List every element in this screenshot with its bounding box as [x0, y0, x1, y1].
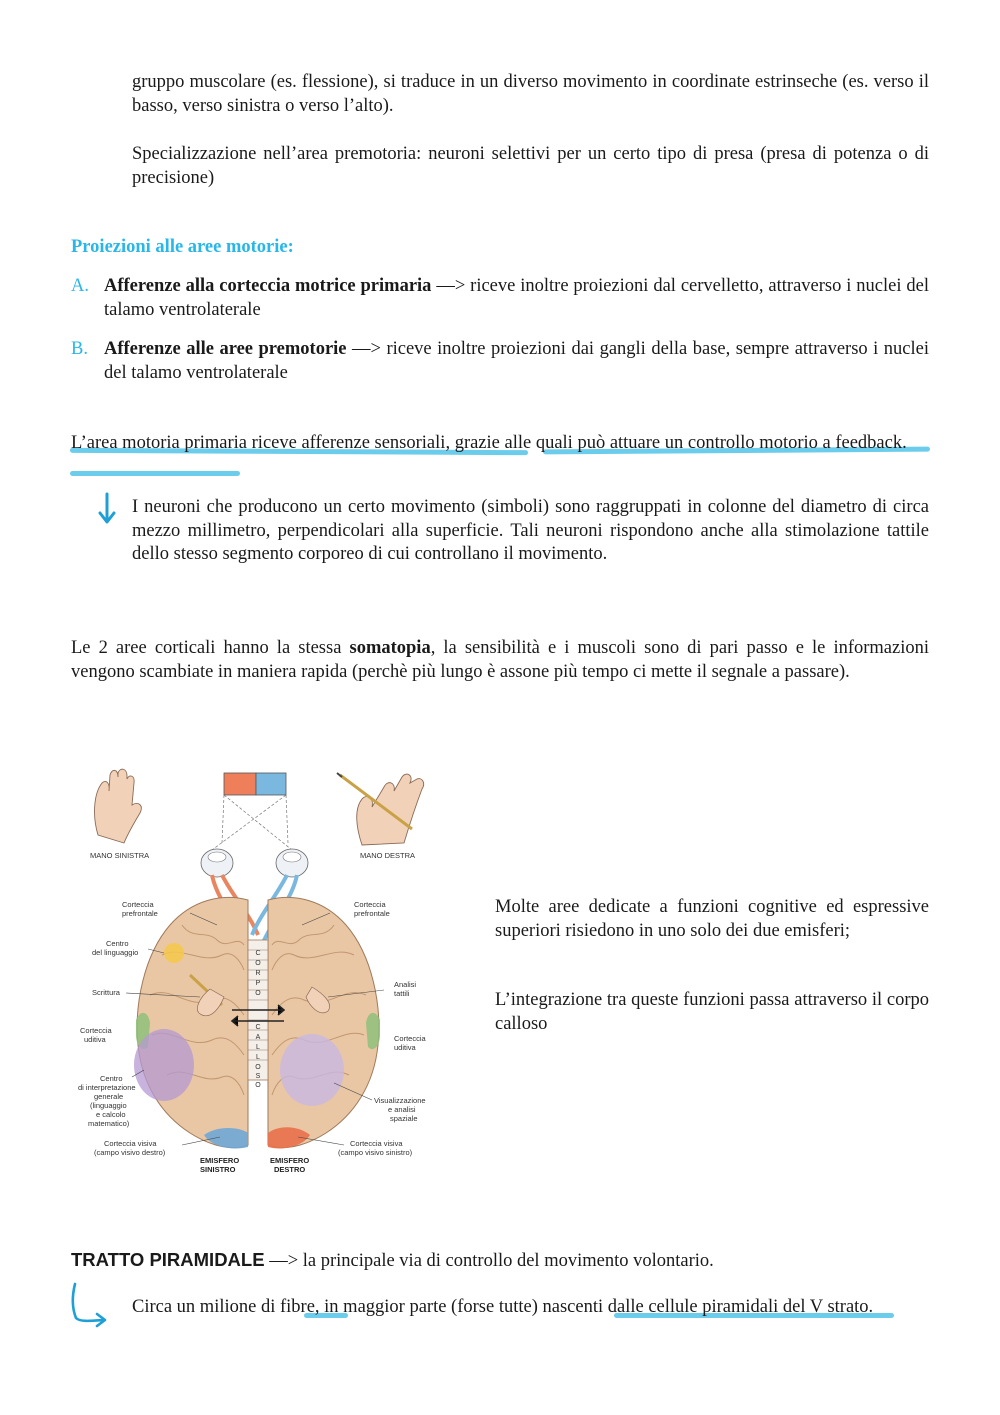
pyramidal-title: TRATTO PIRAMIDALE	[71, 1249, 265, 1270]
right-hand-icon	[337, 773, 424, 845]
label-visualization-3: spaziale	[390, 1114, 418, 1123]
corpus-letter: P	[255, 980, 261, 987]
corpus-letter: A	[255, 1034, 261, 1041]
eye-left-icon	[201, 849, 233, 877]
label-interpretation-2: di interpretazione	[78, 1083, 136, 1092]
arrow-down-icon	[95, 492, 121, 526]
sentence-end: .	[902, 433, 907, 453]
label-interpretation-3: generale	[94, 1092, 124, 1101]
label-visual-left-1: Corteccia visiva	[104, 1139, 157, 1148]
label-interpretation-1: Centro	[100, 1074, 123, 1083]
list-item-a-text: —> riceve inoltre proiezioni dal cervelletto, attraverso i nuclei del talamo ventrolaterale	[104, 276, 929, 320]
corpus-letter: O	[255, 1064, 261, 1071]
list-item-a-bold: Afferenze alla corteccia motrice primaria	[104, 276, 432, 296]
corpus-letter: C	[255, 950, 261, 957]
pyramidal-heading	[71, 1248, 929, 1274]
corpus-letter: O	[255, 990, 261, 997]
label-interpretation-5: e calcolo	[96, 1110, 126, 1119]
highlighted-text: L’area motoria primaria riceve afferenze sensoriali	[71, 433, 446, 453]
section-heading: Proiezioni alle aree motorie:	[71, 237, 294, 257]
label-prefrontal-right-2: prefrontale	[354, 909, 390, 918]
left-hemisphere	[137, 897, 248, 1147]
corpus-letter: O	[255, 960, 261, 967]
label-hemisphere-right-2: DESTRO	[274, 1165, 306, 1174]
side-paragraph-2: L’integrazione tra queste funzioni passa attraverso il corpo calloso	[495, 990, 929, 1034]
list-letter-b: B.	[71, 339, 88, 359]
label-language-2: del linguaggio	[92, 948, 139, 957]
pyramidal-detail-a: Circa un milione di	[132, 1297, 280, 1317]
auditory-right-region	[366, 1013, 380, 1049]
paragraph-columns: I neuroni che producono un certo movimento (simboli) sono raggruppati in colonne del diametro di circa mezzo millimetro, perpendicolari alla superficie. Tali neuroni rispondono anche alla stimolazione tattile dello stesso segmento corporeo di cui controllano il movimento.	[132, 497, 929, 564]
label-tactile-2: tattili	[394, 989, 410, 998]
list-item-b-text: —> riceve inoltre proiezioni dai gangli della base, sempre attraverso i nuclei del talamo ventrolaterale	[104, 339, 929, 383]
interpretation-region	[134, 1029, 194, 1101]
label-interpretation-4: (linguaggio	[90, 1101, 127, 1110]
highlight-stroke	[70, 471, 240, 476]
label-visualization-2: e analisi	[388, 1105, 416, 1114]
corpus-letter: R	[255, 970, 261, 977]
label-prefrontal-right-1: Corteccia	[354, 900, 386, 909]
paragraph-premotor: Specializzazione nell’area premotoria: neuroni selettivi per un certo tipo di presa (presa di potenza o di precisione)	[132, 144, 929, 188]
visual-field-left-box	[224, 773, 256, 795]
list-item-b-bold: Afferenze alle aree premotorie	[104, 339, 347, 359]
somatopia-bold: somatopia	[349, 638, 431, 658]
pyramidal-detail-b: , in maggior parte (forse tutte)	[314, 1297, 543, 1317]
label-auditory-right-1: Corteccia	[394, 1034, 426, 1043]
side-paragraph-1: Molte aree dedicate a funzioni cognitive ed espressive superiori risiedono in uno solo dei due emisferi;	[495, 897, 929, 941]
label-visual-right-1: Corteccia visiva	[350, 1139, 403, 1148]
paragraph-continuation: gruppo muscolare (es. flessione), si traduce in un diverso movimento in coordinate estrinseche (es. verso il basso, verso sinistra o verso l’alto).	[132, 72, 929, 116]
list-item-a	[104, 275, 929, 322]
label-hemisphere-left-2: SINISTRO	[200, 1165, 236, 1174]
label-prefrontal-left-2: prefrontale	[122, 909, 158, 918]
arrow-right-hook-icon	[68, 1280, 110, 1328]
label-left-hand: MANO SINISTRA	[90, 851, 150, 860]
label-hemisphere-right-1: EMISFERO	[270, 1156, 310, 1165]
visual-field-right-box	[256, 773, 286, 795]
highlighted-text: nascenti dalle cellule piramidali	[542, 1297, 779, 1317]
somatopia-after: , la sensibilità e i muscoli sono di pari passo e le informazioni vengono scambiate in maniera rapida (perchè più lungo è assone più tempo ci mette il segnale a passare).	[71, 638, 929, 682]
label-prefrontal-left-1: Corteccia	[122, 900, 154, 909]
corpus-letter: L	[256, 1054, 260, 1061]
paragraph-somatopia	[71, 637, 929, 684]
brain-hemispheres-figure	[72, 765, 452, 1180]
corpus-letter: S	[255, 1073, 261, 1080]
eye-right-icon	[276, 849, 308, 877]
label-language-1: Centro	[106, 939, 129, 948]
corpus-letter: O	[255, 1082, 261, 1089]
label-writing: Scrittura	[92, 988, 120, 997]
corpus-letter: C	[255, 1024, 261, 1031]
label-interpretation-6: matematico)	[88, 1119, 130, 1128]
right-hemisphere	[268, 897, 379, 1147]
left-hand-icon	[95, 769, 142, 843]
language-center-region	[164, 943, 184, 963]
highlighted-text: fibre	[279, 1297, 315, 1317]
pyramidal-text: —> la principale via di controllo del movimento volontario.	[264, 1251, 714, 1271]
label-visual-left-2: (campo visivo destro)	[94, 1148, 166, 1157]
list-letter-a: A.	[71, 276, 89, 296]
label-right-hand: MANO DESTRA	[360, 851, 416, 860]
list-item-b	[104, 338, 929, 385]
paragraph-sensory: L’area motoria primaria riceve afferenze sensoriali, grazie alle quali può attuare un controllo motorio a feedback.	[71, 433, 907, 453]
pyramidal-detail	[132, 1296, 929, 1320]
label-auditory-left-1: Corteccia	[80, 1026, 112, 1035]
label-visual-right-2: (campo visivo sinistro)	[338, 1148, 413, 1157]
label-auditory-right-2: uditiva	[394, 1043, 416, 1052]
corpus-letter: L	[256, 1044, 260, 1051]
label-tactile-1: Analisi	[394, 980, 417, 989]
highlighted-text: grazie alle quali può attuare un controllo motorio a feedback	[454, 433, 903, 453]
visualization-region	[280, 1034, 344, 1106]
label-visualization-1: Visualizzazione	[374, 1096, 426, 1105]
label-hemisphere-left-1: EMISFERO	[200, 1156, 240, 1165]
somatopia-before: Le 2 aree corticali hanno la stessa	[71, 638, 350, 658]
pyramidal-detail-c: del V strato.	[778, 1297, 874, 1317]
label-auditory-left-2: uditiva	[84, 1035, 106, 1044]
